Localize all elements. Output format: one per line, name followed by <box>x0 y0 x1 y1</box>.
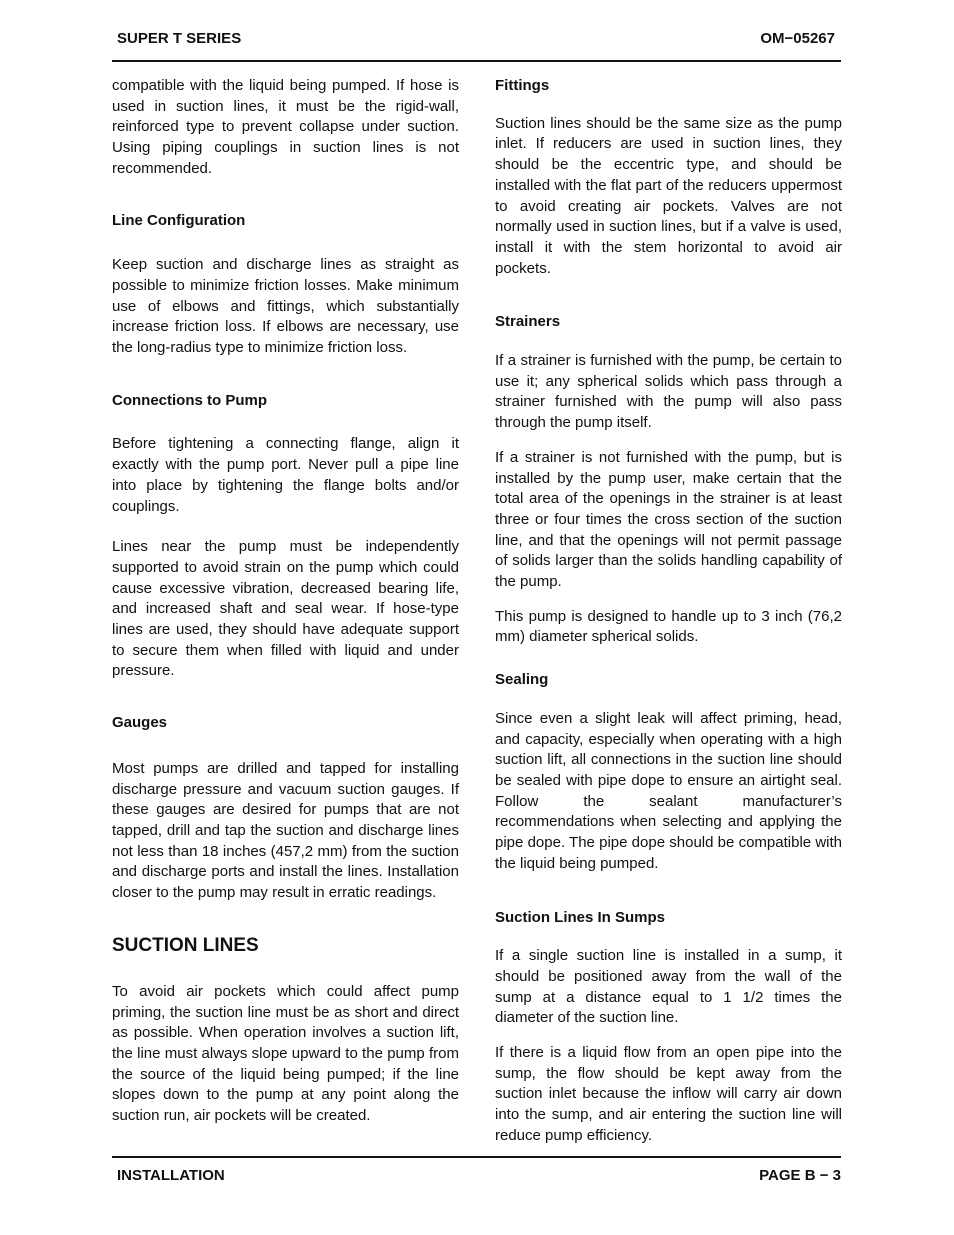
page-header <box>112 20 841 62</box>
footer-page-number: PAGE B − 3 <box>759 1167 841 1184</box>
suction-lines-paragraph: To avoid air pockets which could affect pump priming, the suction line must be as short and direct as possible. When operation involves a suction lift, the line must always slope upward to the pump from the source of the liquid being pumped; if the line slopes down to the pump at any point along the suction run, air pockets will be created. <box>112 982 459 1125</box>
footer-section-title: INSTALLATION <box>117 1167 225 1184</box>
header-series-title: SUPER T SERIES <box>117 30 242 47</box>
strainers-paragraph-2: If a strainer is not furnished with the pump, but is installed by the pump user, make certain that the total area of the openings in the strainer is at least three or four times the cross section of the suction line, and that the openings will not permit passage of solids larger than the solids handling capability of the pump. <box>495 448 842 591</box>
strainers-paragraph-3: This pump is designed to handle up to 3 inch (76,2 mm) diameter spherical solids. <box>495 607 842 646</box>
suction-lines-heading: SUCTION LINES <box>112 934 259 956</box>
strainers-paragraph-1: If a strainer is furnished with the pump, be certain to use it; any spherical solids which pass through a strainer furnished with the pump will also pass through the pump itself. <box>495 352 842 432</box>
connections-heading: Connections to Pump <box>112 391 267 409</box>
fittings-heading: Fittings <box>495 77 550 94</box>
gauges-paragraph: Most pumps are drilled and tapped for installing discharge pressure and vacuum suction gauges. If these gauges are desired for pumps that are not tapped, drill and tap the suction and discharge lines not less than 18 inches (457,2 mm) from the suction and discharge ports and install the lines. Installation closer to the pump may result in erratic readings. <box>112 759 459 902</box>
intro-paragraph: compatible with the liquid being pumped. If hose is used in suction lines, it must be the rigid-wall, reinforced type to prevent collapse under suction. Using piping couplings in suction lines is not recommended. <box>112 77 459 177</box>
line-configuration-heading: Line Configuration <box>112 211 246 229</box>
connections-paragraph-2: Lines near the pump must be independently supported to avoid strain on the pump which could cause excessive vibration, decreased bearing life, and increased shaft and seal wear. If hose-type lines are used, they should have adequate support to secure them when filled with liquid and under pressure. <box>112 538 459 680</box>
sealing-paragraph: Since even a slight leak will affect priming, head, and capacity, especially when operating with a high suction lift, all connections in the suction line should be sealed with pipe dope to ensure an airtight seal. Follow the sealant manufacturer’s recommendations when selecting and applying the pipe dope. The pipe dope should be compatible with the liquid being pumped. <box>495 709 842 872</box>
fittings-paragraph: Suction lines should be the same size as the pump inlet. If reducers are used in suction lines, they should be the eccentric type, and should be installed with the flat part of the reducers uppermost to avoid creating air pockets. Valves are not normally used in suction lines, but if a valve is used, install it with the stem horizontal to avoid air pockets. <box>495 114 842 277</box>
gauges-heading: Gauges <box>112 714 168 732</box>
strainers-heading: Strainers <box>495 313 561 331</box>
sealing-heading: Sealing <box>495 671 549 689</box>
right-column <box>495 76 842 1147</box>
sumps-paragraph-1: If a single suction line is installed in a sump, it should be positioned away from the wall of the sump at a distance equal to 1 1/2 times the diameter of the suction line. <box>495 947 842 1027</box>
sumps-paragraph-2: If there is a liquid flow from an open pipe into the sump, the flow should be kept away from the suction inlet because the inflow will carry air down into the sump, and air entering the suction line will reduce pump efficiency. <box>495 1044 842 1144</box>
left-column <box>112 76 459 1127</box>
header-document-number: OM−05267 <box>760 30 835 47</box>
connections-paragraph-1: Before tightening a connecting flange, align it exactly with the pump port. Never pull a pipe line into place by tightening the flange bolts and/or couplings. <box>112 435 459 515</box>
suction-lines-in-sumps-heading: Suction Lines In Sumps <box>495 908 666 926</box>
line-configuration-paragraph: Keep suction and discharge lines as straight as possible to minimize friction losses. Make minimum use of elbows and fittings, which substantially increase friction loss. If elbows are necessary, use the long-radius type to minimize friction loss. <box>112 256 459 357</box>
page-footer <box>112 1156 841 1184</box>
